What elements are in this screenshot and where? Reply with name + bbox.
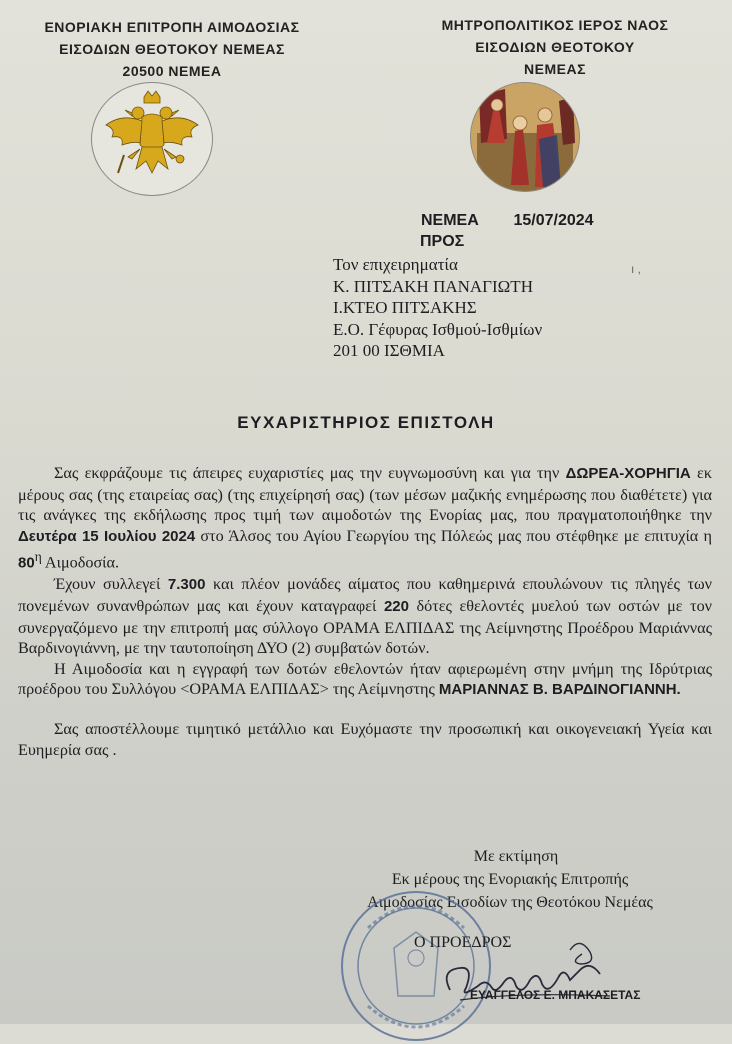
bold-text: ΔΩΡΕΑ-ΧΟΡΗΓΙΑ	[565, 465, 691, 482]
dateline-place: ΝΕΜΕΑ	[421, 212, 479, 229]
paragraph-2	[18, 574, 712, 658]
signature-line3: Αιμοδοσίας Εισοδίων της Θεοτόκου Νεμέας	[367, 894, 653, 911]
dateline	[421, 212, 661, 230]
bold-name: ΜΑΡΙΑΝΝΑΣ Β. ΒΑΡΔΙΝΟΓΙΑΝΝΗ.	[438, 681, 681, 699]
president-role: Ο ΠΡΟΕΔΡΟΣ	[414, 934, 512, 951]
ordinal-suffix: η	[34, 549, 42, 565]
letterhead-right-line2: ΕΙΣΟΔΙΩΝ ΘΕΟΤΟΚΟΥ	[475, 39, 635, 55]
bold-date: Δευτέρα 15 Ιουλίου 2024	[18, 527, 196, 545]
recipient-line: Ε.Ο. Γέφυρας Ισθμού-Ισθμίων	[333, 319, 543, 339]
president-name: ΕΥΑΓΓΕΛΟΣ Ε. ΜΠΑΚΑΣΕΤΑΣ	[470, 988, 641, 1002]
text-run: Αιμοδοσία.	[41, 553, 120, 572]
icon-painting	[470, 82, 580, 192]
letterhead-left	[22, 16, 322, 82]
letterhead-left-line3: 20500 ΝΕΜΕΑ	[122, 63, 222, 79]
text-run: Σας εκφράζουμε τις άπειρες ευχαριστίες μας την ευγνωμοσύνη και για την	[54, 464, 566, 482]
recipient-line: Ι.ΚΤΕΟ ΠΙΤΣΑΚΗΣ	[333, 298, 477, 317]
text-run: δότες εθελοντές μυελού των οστών με τον συνεργαζόμενο με την επιτροπή μας σύλλογο ΟΡΑΜΑ ΕΛΠΙΔΑΣ της Αείμνηστης Προέδρου Μαριάννας Βαρδινογιάννη, με την ταυτοποίηση ΔΥΟ (2) συμβατών δοτών.	[18, 596, 712, 658]
bold-number: 80	[18, 554, 35, 572]
text-run: και πλέον μονάδες αίματος που καθημερινά επουλώνουν τις πληγές των πονεμένων συνανθρώπων μας και έχουν καταγραφεί	[18, 575, 712, 615]
letterhead-right-line1: ΜΗΤΡΟΠΟΛΙΤΙΚΟΣ ΙΕΡΟΣ ΝΑΟΣ	[441, 17, 669, 33]
recipient-to-label: ΠΡΟΣ	[420, 233, 465, 250]
text-run: Έχουν συλλεγεί	[54, 575, 168, 594]
margin-mark: ı ,	[631, 262, 642, 276]
letterhead-right-line3: ΝΕΜΕΑΣ	[524, 61, 586, 77]
bold-number: 7.300	[167, 576, 206, 594]
letterhead-left-line2: ΕΙΣΟΔΙΩΝ ΘΕΟΤΟΚΟΥ ΝΕΜΕΑΣ	[59, 41, 285, 57]
recipient-line: Κ. ΠΙΤΣΑΚΗ ΠΑΝΑΓΙΩΤΗ	[333, 276, 533, 296]
paragraph-3	[18, 659, 712, 701]
signature-line2: Εκ μέρους της Ενοριακής Επιτροπής	[391, 871, 629, 888]
dateline-date: 15/07/2024	[513, 212, 594, 229]
letterhead-left-line1: ΕΝΟΡΙΑΚΗ ΕΠΙΤΡΟΠΗ ΑΙΜΟΔΟΣΙΑΣ	[44, 19, 300, 35]
recipient-line: 201 00 ΙΣΘΜΙΑ	[333, 341, 445, 360]
text-run: στο Άλσος του Αγίου Γεωργίου της Πόλεώς μας που στέφθηκε με επιτυχία η	[195, 526, 712, 545]
letterhead-right	[400, 14, 710, 80]
paragraph-1	[18, 463, 712, 574]
letter-title: ΕΥΧΑΡΙΣΤΗΡΙΟΣ ΕΠΙΣΤΟΛΗ	[237, 413, 495, 432]
signature-regards: Με εκτίμηση	[473, 848, 559, 865]
paragraph-4: Σας αποστέλλουμε τιμητικό μετάλλιο και Ευχόμαστε την προσωπική και οικογενειακή Υγεία και Ευημερία σας .	[18, 719, 712, 759]
letter-body	[18, 463, 712, 760]
recipient-line: Τον επιχειρηματία	[333, 255, 458, 274]
bold-number: 220	[383, 597, 409, 615]
double-headed-eagle-icon	[91, 82, 213, 196]
text-run: Η Αιμοδοσία και η εγγραφή των δοτών εθελοντών ήταν αφιερωμένη στην μνήμη της Ιδρύτριας προέδρου του Συλλόγου <ΟΡΑΜΑ ΕΛΠΙΔΑΣ> της Αείμνηστης	[18, 659, 712, 699]
recipient-address	[333, 254, 542, 362]
text-run: εκ μέρους σας (της εταιρείας σας) (της επιχείρησή σας) (των μέσων μαζικής ενημέρωσης που διαθέτετε) για τις ανάγκες της εκδήλωσης προς τιμή των αιμοδοτών της Ενορίας μας, που πραγματοποιήθηκε την	[18, 464, 712, 525]
